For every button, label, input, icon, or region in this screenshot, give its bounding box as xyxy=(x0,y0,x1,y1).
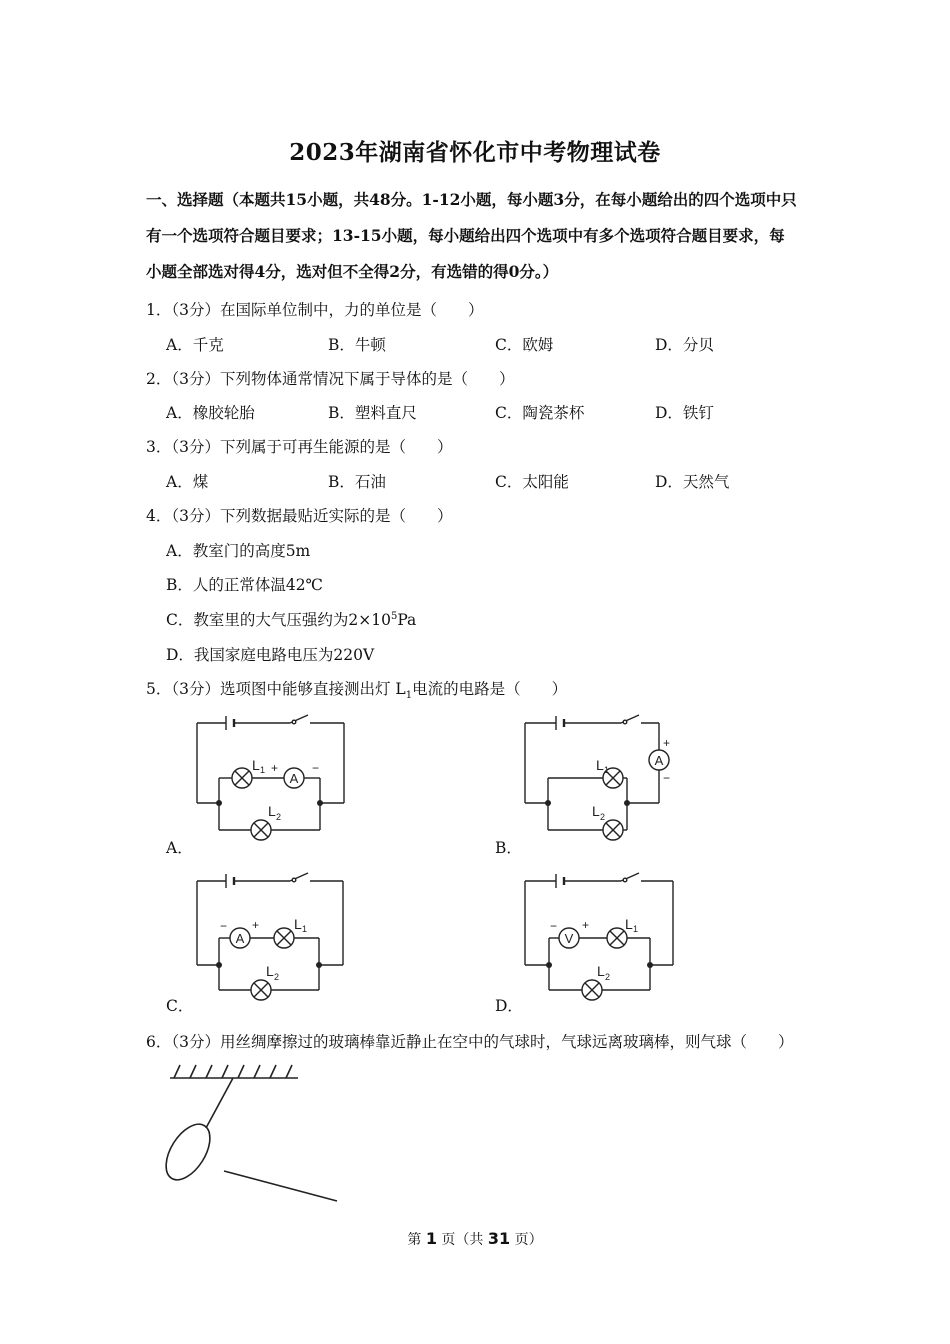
circuit-diagram-b xyxy=(518,710,688,835)
q5-option-a[interactable]: A． xyxy=(166,839,193,857)
q5-option-d[interactable]: D． xyxy=(495,997,523,1015)
q4-option-d[interactable]: D．我国家庭电路电压为220V xyxy=(166,646,375,664)
footer-total-pages: 31 xyxy=(487,1229,511,1248)
lamp-label-subscript: 1 xyxy=(260,765,266,775)
lamp-label-subscript: 2 xyxy=(600,812,606,822)
lamp-label-subscript: 2 xyxy=(274,972,280,982)
q1-option-d[interactable]: D．分贝 xyxy=(655,336,714,354)
lamp-label-subscript: 1 xyxy=(633,924,639,934)
q3-option-a[interactable]: A．煤 xyxy=(166,473,209,491)
lamp-label-subscript: 1 xyxy=(302,924,308,934)
ammeter-letter: A xyxy=(289,771,299,786)
polarity-minus: − xyxy=(312,761,320,775)
question-4: 4．（3分）下列数据最贴近实际的是（ ） xyxy=(146,507,453,525)
lamp-label-subscript: 1 xyxy=(604,765,610,775)
q4-option-b[interactable]: B．人的正常体温42℃ xyxy=(166,576,323,594)
polarity-plus: + xyxy=(252,918,260,932)
q4-option-c[interactable] xyxy=(166,608,416,630)
section-heading-line-2: 有一个选项符合题目要求；13-15小题，每小题给出四个选项中有多个选项符合题目要求，每 xyxy=(146,226,785,245)
question-1: 1．（3分）在国际单位制中，力的单位是（ ） xyxy=(146,301,484,319)
page-title: 2023年湖南省怀化市中考物理试卷 xyxy=(289,139,661,166)
voltmeter-letter: V xyxy=(564,931,574,946)
polarity-plus: + xyxy=(582,918,590,932)
footer-prefix: 第 xyxy=(407,1232,426,1248)
q5-text-subscript: 1 xyxy=(405,690,413,702)
q3-option-c[interactable]: C．太阳能 xyxy=(495,473,569,491)
q3-option-d[interactable]: D．天然气 xyxy=(655,473,730,491)
polarity-minus: − xyxy=(663,771,671,785)
polarity-plus: + xyxy=(663,736,671,750)
polarity-plus: + xyxy=(271,761,279,775)
lamp-label: L xyxy=(252,757,260,773)
circuit-diagram-c xyxy=(190,868,350,993)
q1-option-b[interactable]: B．牛顿 xyxy=(328,336,386,354)
q4-option-a[interactable]: A．教室门的高度5m xyxy=(166,542,311,560)
q2-option-d[interactable]: D．铁钉 xyxy=(655,404,714,422)
page-footer xyxy=(0,1229,950,1249)
circuit-diagram-a xyxy=(190,710,350,835)
q1-option-c[interactable]: C．欧姆 xyxy=(495,336,554,354)
footer-page-number: 1 xyxy=(425,1229,437,1248)
question-6: 6．（3分）用丝绸摩擦过的玻璃棒靠近静止在空中的气球时，气球远离玻璃棒，则气球（ ） xyxy=(146,1033,794,1051)
q1-option-a[interactable]: A．千克 xyxy=(166,336,224,354)
question-2: 2．（3分）下列物体通常情况下属于导体的是（ ） xyxy=(146,370,515,388)
ammeter-letter: A xyxy=(654,753,664,768)
lamp-label: L xyxy=(294,916,302,932)
q5-text-start: 5．（3分）选项图中能够直接测出灯 L xyxy=(146,680,406,698)
polarity-minus: − xyxy=(550,919,558,933)
lamp-label: L xyxy=(266,963,274,979)
q5-option-b[interactable]: B． xyxy=(495,839,522,857)
footer-middle: 页（共 xyxy=(436,1232,488,1248)
lamp-label: L xyxy=(268,803,276,819)
lamp-label: L xyxy=(597,963,605,979)
section-heading-line-3: 小题全部选对得4分，选对但不全得2分，有选错的得0分。） xyxy=(146,262,559,281)
q4-option-c-unit: Pa xyxy=(397,611,417,629)
circuit-diagram-d xyxy=(518,868,688,993)
lamp-label: L xyxy=(596,757,604,773)
q5-text-end: 电流的电路是（ ） xyxy=(412,680,568,698)
lamp-label: L xyxy=(625,916,633,932)
lamp-label: L xyxy=(592,803,600,819)
q4-option-c-exponent: 5 xyxy=(390,610,398,622)
ammeter-letter: A xyxy=(235,931,245,946)
lamp-label-subscript: 2 xyxy=(605,972,611,982)
q2-option-a[interactable]: A．橡胶轮胎 xyxy=(166,404,255,422)
polarity-minus: − xyxy=(220,919,228,933)
q2-option-b[interactable]: B．塑料直尺 xyxy=(328,404,417,422)
q2-option-c[interactable]: C．陶瓷茶杯 xyxy=(495,404,585,422)
question-3: 3．（3分）下列属于可再生能源的是（ ） xyxy=(146,438,453,456)
q4-option-c-text: C．教室里的大气压强约为2×10 xyxy=(166,611,391,629)
question-5 xyxy=(146,677,567,701)
balloon-rod-diagram xyxy=(160,1060,350,1210)
footer-suffix: 页） xyxy=(510,1232,543,1248)
lamp-label-subscript: 2 xyxy=(276,812,282,822)
q3-option-b[interactable]: B．石油 xyxy=(328,473,386,491)
section-heading-line-1: 一、选择题（本题共15小题，共48分。1-12小题，每小题3分，在每小题给出的四个选项中只 xyxy=(146,190,797,209)
q5-option-c[interactable]: C． xyxy=(166,997,194,1015)
